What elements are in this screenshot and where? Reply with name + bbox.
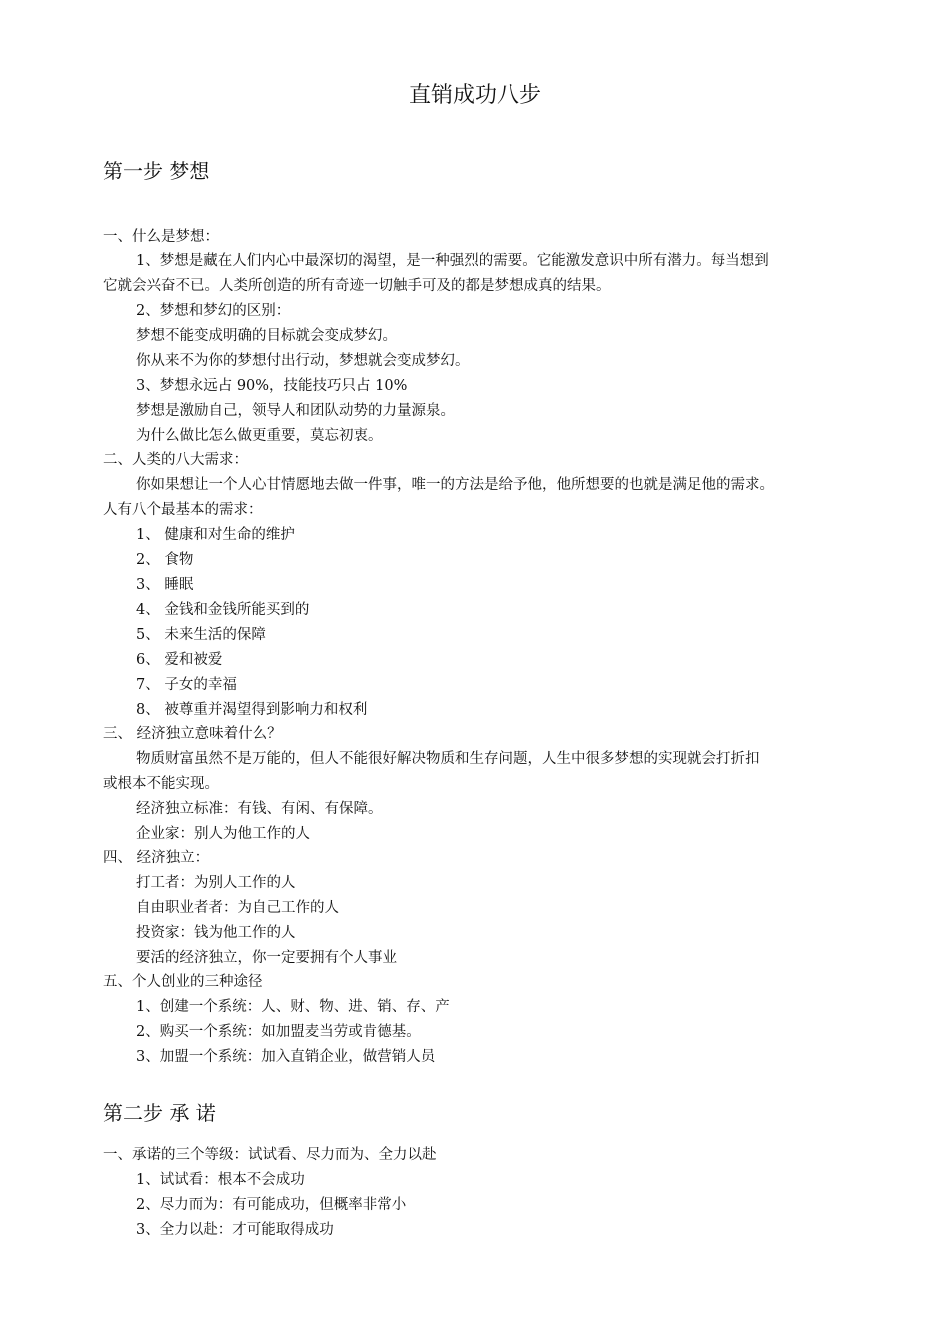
list-item: 4、 金钱和金钱所能买到的 — [136, 602, 310, 618]
paragraph-line: 经济独立标准：有钱、有闲、有保障。 — [136, 801, 383, 817]
list-item: 投资家：钱为他工作的人 — [136, 925, 296, 941]
section-label: 一、什么是梦想： — [103, 229, 219, 245]
list-item: 自由职业者者：为自己工作的人 — [136, 900, 339, 916]
list-item: 5、 未来生活的保障 — [136, 627, 266, 643]
paragraph-line: 1、梦想是藏在人们内心中最深切的渴望，是一种强烈的需要。它能激发意识中所有潜力。每当想到 — [136, 253, 769, 269]
paragraph-line: 梦想是激励自己，领导人和团队动势的力量源泉。 — [136, 403, 455, 419]
paragraph-line: 你从来不为你的梦想付出行动，梦想就会变成梦幻。 — [136, 353, 470, 369]
list-item: 2、购买一个系统：如加盟麦当劳或肯德基。 — [136, 1024, 421, 1040]
list-item: 1、试试看：根本不会成功 — [136, 1172, 305, 1188]
list-item: 6、 爱和被爱 — [136, 652, 223, 668]
paragraph-line: 人有八个最基本的需求： — [103, 502, 263, 518]
section-label: 三、 经济独立意味着什么？ — [103, 726, 282, 742]
list-item: 要活的经济独立，你一定要拥有个人事业 — [136, 950, 397, 966]
section-label: 一、承诺的三个等级：试试看、尽力而为、全力以赴 — [103, 1147, 437, 1163]
paragraph-line: 2、梦想和梦幻的区别： — [136, 303, 291, 319]
list-item: 2、尽力而为：有可能成功，但概率非常小 — [136, 1197, 407, 1213]
paragraph-line: 3、梦想永远占 90%，技能技巧只占 10% — [136, 378, 408, 394]
document-title: 直销成功八步 — [408, 83, 541, 108]
section-label: 四、 经济独立： — [103, 850, 210, 866]
list-item: 3、 睡眠 — [136, 577, 194, 593]
list-item: 打工者：为别人工作的人 — [136, 875, 296, 891]
paragraph-line: 企业家：别人为他工作的人 — [136, 826, 310, 842]
step2-heading: 第二步 承 诺 — [103, 1101, 216, 1125]
list-item: 2、 食物 — [136, 552, 194, 568]
list-item: 8、 被尊重并渴望得到影响力和权利 — [136, 702, 368, 718]
step1-heading: 第一步 梦想 — [103, 159, 210, 183]
list-item: 3、全力以赴：才可能取得成功 — [136, 1222, 334, 1238]
list-item: 7、 子女的幸福 — [136, 677, 237, 693]
paragraph-line: 梦想不能变成明确的目标就会变成梦幻。 — [136, 328, 397, 344]
paragraph-line: 它就会兴奋不已。人类所创造的所有奇迹一切触手可及的都是梦想成真的结果。 — [103, 278, 611, 294]
list-item: 3、加盟一个系统：加入直销企业，做营销人员 — [136, 1049, 436, 1065]
paragraph-line: 为什么做比怎么做更重要，莫忘初衷。 — [136, 428, 383, 444]
section-label: 二、人类的八大需求： — [103, 452, 248, 468]
paragraph-line: 或根本不能实现。 — [103, 776, 219, 792]
paragraph-line: 物质财富虽然不是万能的，但人不能很好解决物质和生存问题，人生中很多梦想的实现就会打折扣 — [136, 751, 760, 767]
list-item: 1、 健康和对生命的维护 — [136, 527, 295, 543]
section-label: 五、个人创业的三种途径 — [103, 974, 263, 990]
paragraph-line: 你如果想让一个人心甘情愿地去做一件事，唯一的方法是给予他，他所想要的也就是满足他的需求。 — [136, 477, 774, 493]
list-item: 1、创建一个系统：人、财、物、进、销、存、产 — [136, 999, 450, 1015]
